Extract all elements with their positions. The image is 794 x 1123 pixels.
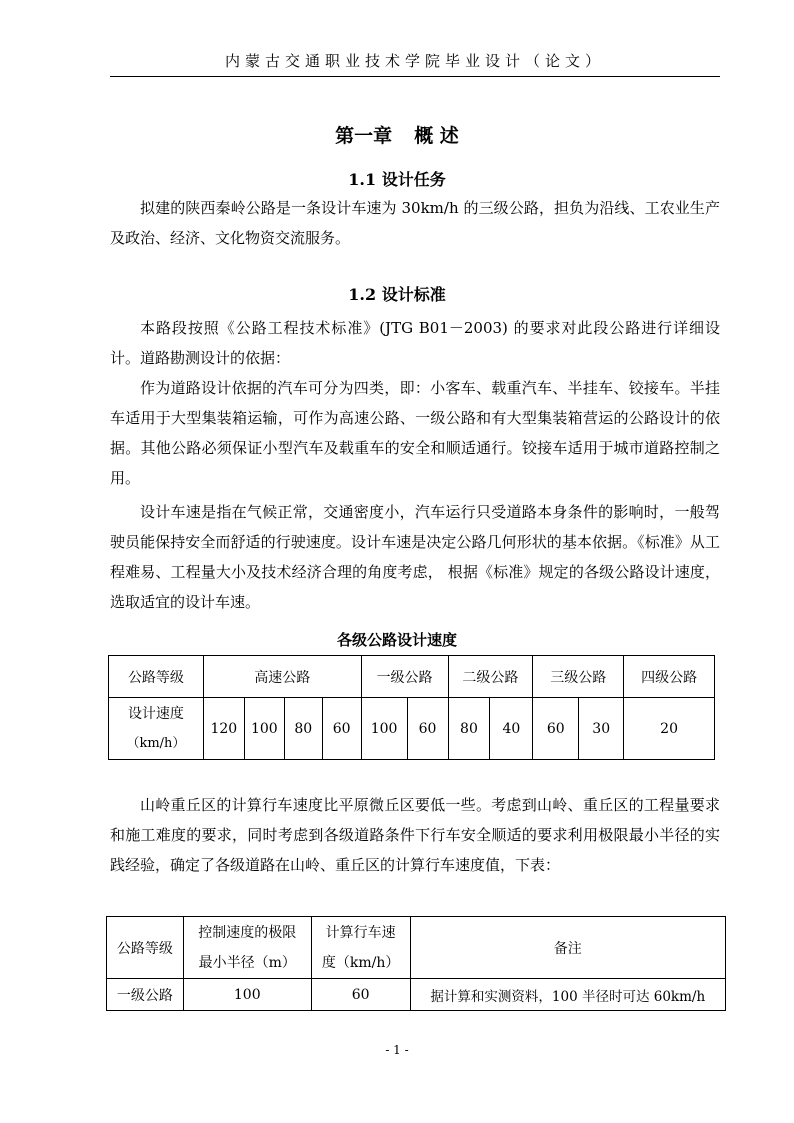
grade-class-4: 四级公路	[624, 656, 715, 698]
speed-cell: 60	[322, 698, 361, 760]
row-label-grade: 公路等级	[109, 656, 204, 698]
speed-cell: 60	[407, 698, 448, 760]
speed-cell: 80	[284, 698, 322, 760]
table-row	[109, 656, 715, 698]
speed-cell: 60	[533, 698, 579, 760]
speed-cell: 120	[203, 698, 244, 760]
header-speed-line2: 度（km/h）	[321, 954, 400, 971]
speed-unit-line: （km/h）	[126, 735, 186, 751]
header-radius	[183, 917, 311, 979]
header-radius-line2: 最小半径（m）	[198, 954, 296, 971]
cell-grade: 一级公路	[107, 979, 184, 1011]
cell-speed: 60	[311, 979, 410, 1011]
header-speed-line1: 计算行车速	[325, 924, 396, 941]
speed-label-line: 设计速度	[127, 705, 184, 722]
paragraph-standard: 本路段按照《公路工程技术标准》(JTG B01－2003) 的要求对此段公路进行详细设计。道路勘测设计的依据：	[110, 319, 720, 367]
header-note: 备注	[410, 917, 725, 979]
table-row	[107, 979, 726, 1011]
table-row	[107, 917, 726, 979]
speed-cell: 40	[490, 698, 533, 760]
table-row	[109, 698, 715, 760]
header-speed	[311, 917, 410, 979]
speed-cell: 100	[361, 698, 407, 760]
paragraph-mountain-speed: 山岭重丘区的计算行车速度比平原微丘区要低一些。考虑到山岭、重丘区的工程量要求和施工难度的要求，同时考虑到各级道路条件下行车安全顺适的要求利用极限最小半径的实践经验，确定了各级道路在山岭、重丘区的计算行车速度值，下表：	[110, 796, 720, 874]
paragraph-design-task: 拟建的陕西秦岭公路是一条设计车速为 30km/h 的三级公路，担负为沿线、工农业生产及政治、经济、文化物资交流服务。	[110, 199, 720, 247]
grade-expressway: 高速公路	[203, 656, 361, 698]
grade-class-3: 三级公路	[533, 656, 624, 698]
paragraph-vehicle-types: 作为道路设计依据的汽车可分为四类，即：小客车、载重汽车、半挂车、铰接车。半挂车适用于大型集装箱运输，可作为高速公路、一级公路和有大型集装箱营运的公路设计的依据。其他公路必须保证小型汽车及载重车的安全和顺适通行。铰接车适用于城市道路控制之用。	[110, 379, 720, 487]
table-caption: 各级公路设计速度	[336, 631, 457, 649]
speed-cell: 100	[244, 698, 284, 760]
section-heading-1-2: 1.2 设计标准	[348, 285, 446, 304]
row-label-speed	[109, 698, 204, 760]
radius-speed-table	[106, 916, 726, 1011]
speed-cell: 80	[448, 698, 490, 760]
chapter-title: 概 述	[414, 125, 459, 147]
speed-cell: 20	[624, 698, 715, 760]
paragraph-design-speed: 设计车速是指在气候正常，交通密度小，汽车运行只受道路本身条件的影响时，一般驾驶员能保持安全而舒适的行驶速度。设计车速是决定公路几何形状的基本依据。《标准》从工程难易、工程量大小及技术经济合理的角度考虑， 根据《标准》规定的各级公路设计速度，选取适宜的设计车速。	[110, 503, 720, 611]
design-speed-table	[108, 655, 715, 760]
grade-class-2: 二级公路	[448, 656, 533, 698]
chapter-heading	[0, 121, 794, 148]
page-number: - 1 -	[385, 1043, 409, 1057]
grade-class-1: 一级公路	[361, 656, 448, 698]
speed-cell: 30	[579, 698, 624, 760]
chapter-label: 第一章	[335, 125, 393, 147]
cell-note: 据计算和实测资料，100 半径时可达 60km/h	[410, 979, 725, 1011]
page-header: 内蒙古交通职业技术学院毕业设计（论文）	[110, 50, 720, 77]
cell-radius: 100	[183, 979, 311, 1011]
header-grade: 公路等级	[107, 917, 184, 979]
section-heading-1-1: 1.1 设计任务	[348, 170, 446, 189]
header-radius-line1: 控制速度的极限	[198, 924, 297, 941]
